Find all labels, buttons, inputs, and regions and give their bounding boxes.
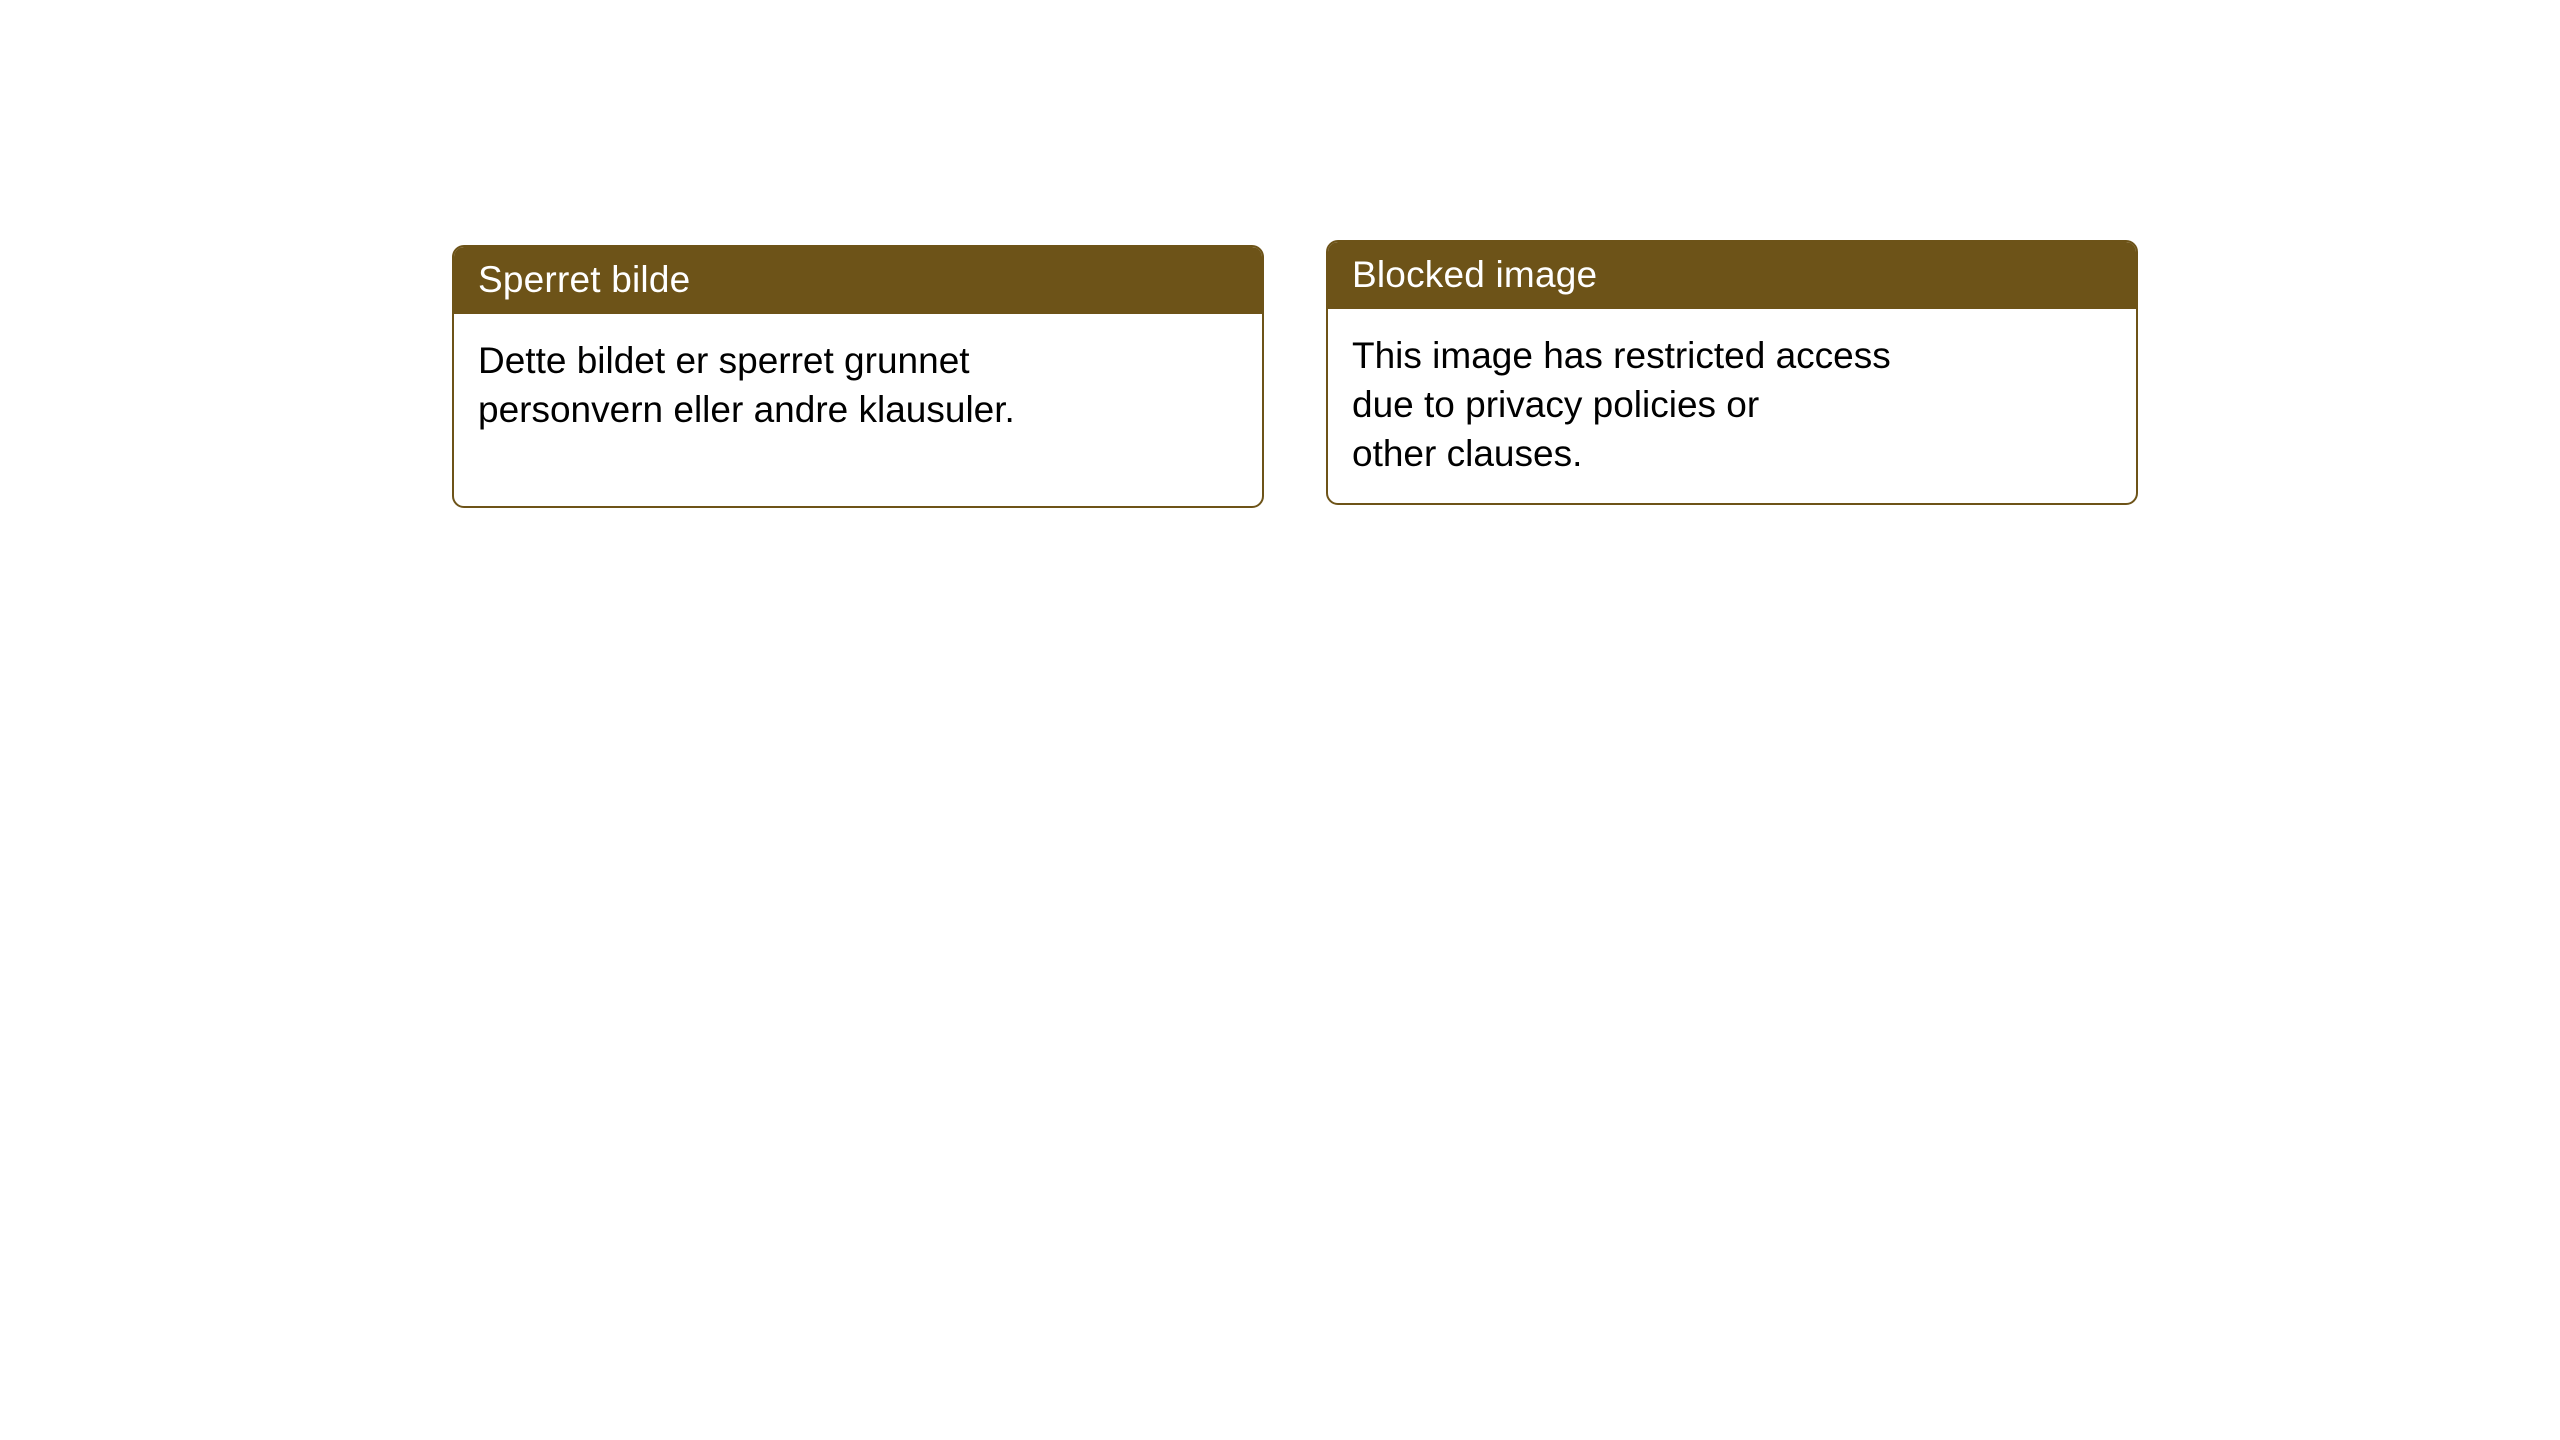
blocked-image-notice-card-en (1326, 240, 2138, 505)
notice-body-line: personvern eller andre klausuler. (478, 389, 1015, 431)
blocked-image-notice-card-no (452, 245, 1264, 508)
notice-body-line: other clauses. (1352, 433, 1583, 475)
notice-body-line: This image has restricted access (1352, 335, 1891, 376)
notice-body-line: due to privacy policies or (1352, 384, 1760, 426)
notice-card-header-no: Sperret bilde (454, 247, 1262, 314)
notice-card-body-no (454, 314, 1262, 458)
notice-card-header-en: Blocked image (1328, 242, 2136, 309)
notice-card-body-en (1328, 309, 2136, 503)
notice-body-line: Dette bildet er sperret grunnet (478, 340, 970, 381)
